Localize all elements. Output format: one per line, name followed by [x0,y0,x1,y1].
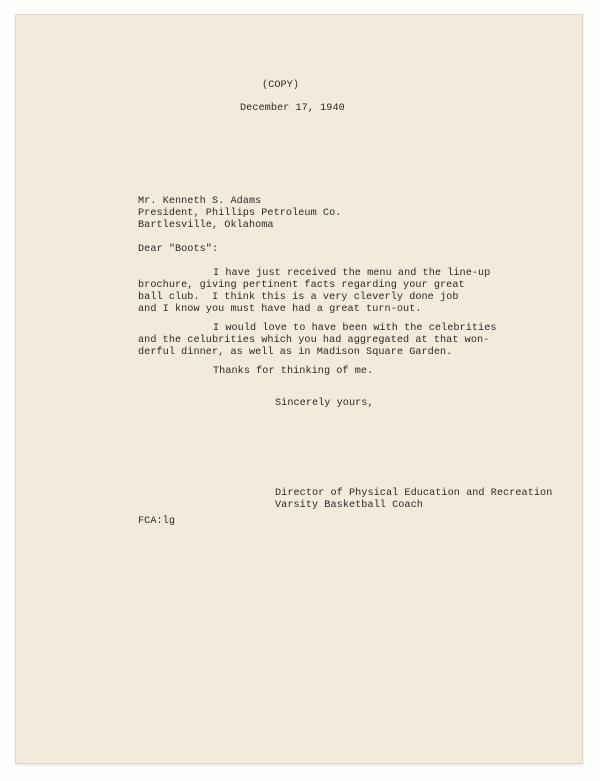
paragraph2-line: derful dinner, as well as in Madison Square Garden. [138,347,453,358]
signature-title-2: Varsity Basketball Coach [275,500,423,511]
typist-initials: FCA:lg [138,516,175,527]
copy-mark: (COPY) [262,80,299,91]
letter-page [16,15,582,763]
paragraph1-line: ball club. I think this is a very cleverly done job [138,292,459,303]
recipient-name: Mr. Kenneth S. Adams [138,196,262,207]
paragraph1-line: brochure, giving pertinent facts regarding your great [138,280,465,291]
recipient-city: Bartlesville, Oklahoma [138,220,274,231]
recipient-title: President, Phillips Petroleum Co. [138,208,342,219]
letter-date: December 17, 1940 [240,103,345,114]
paragraph2-line: I would love to have been with the celebrities [213,323,497,334]
salutation: Dear "Boots": [138,244,219,255]
closing: Sincerely yours, [275,398,374,409]
paragraph2-line: and the celubrities which you had aggregated at that won- [138,335,490,346]
paragraph1-line: and I know you must have had a great turn-out. [138,304,422,315]
paragraph1-line: I have just received the menu and the line-up [213,268,491,279]
paragraph3: Thanks for thinking of me. [213,366,374,377]
signature-title-1: Director of Physical Education and Recreation [275,488,553,499]
